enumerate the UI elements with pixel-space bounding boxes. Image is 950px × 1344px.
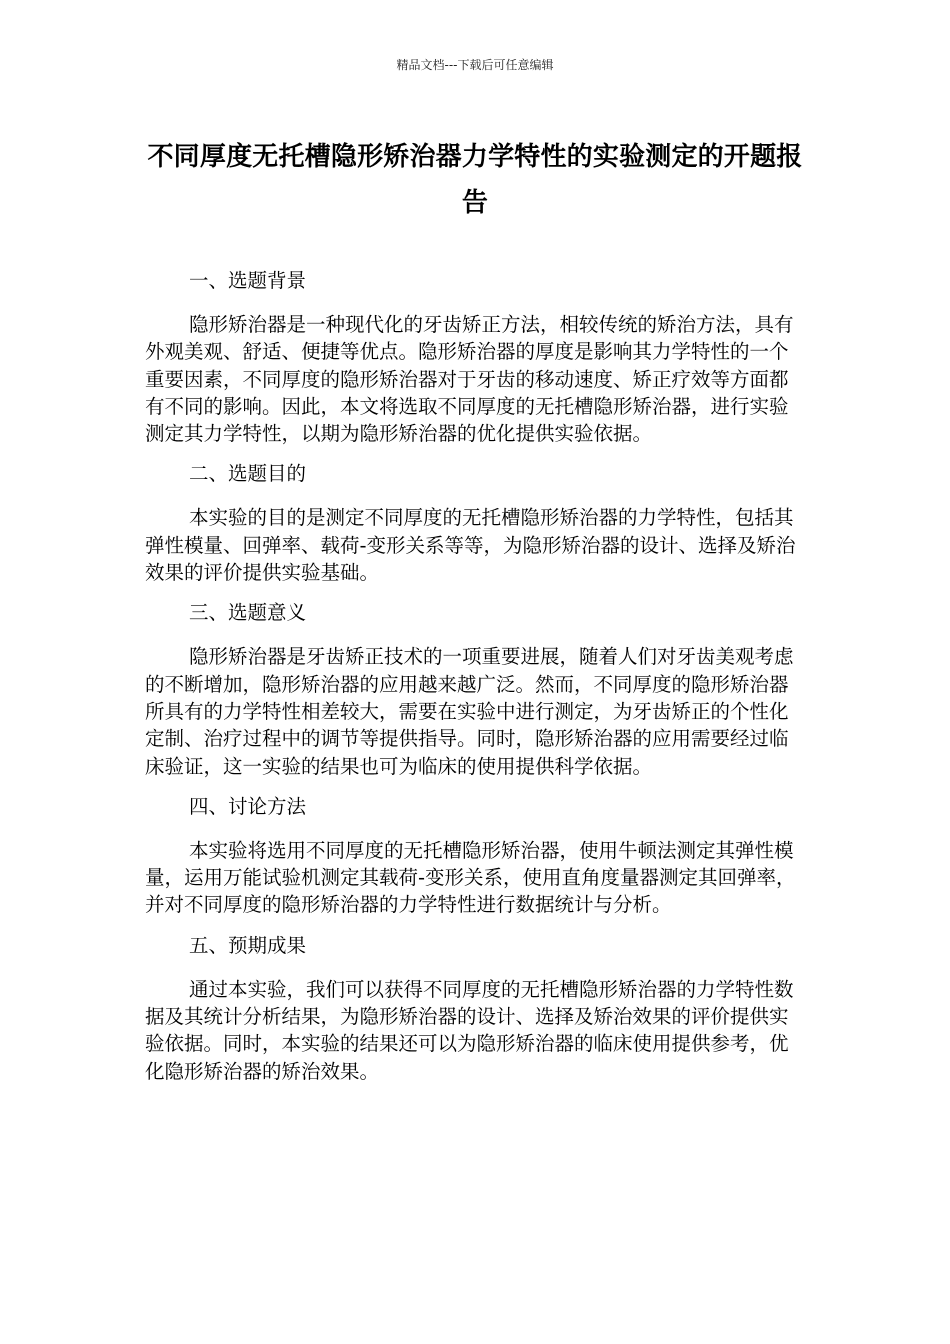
section-heading: 三、选题意义	[189, 601, 307, 625]
section-methods	[145, 793, 805, 919]
section-paragraph: 隐形矫治器是牙齿矫正技术的一项重要进展，随着人们对牙齿美观考虑的不断增加，隐形矫治器的应用越来越广泛。然而，不同厚度的隐形矫治器所具有的力学特性相差较大，需要在实验中进行测定，为牙齿矫正的个性化定制、治疗过程中的调节等提供指导。同时，隐形矫治器的应用需要经过临床验证，这一实验的结果也可为临床的使用提供科学依据。	[145, 645, 794, 778]
section-heading: 四、讨论方法	[189, 794, 307, 818]
section-paragraph: 隐形矫治器是一种现代化的牙齿矫正方法，相较传统的矫治方法，具有外观美观、舒适、便捷等优点。隐形矫治器的厚度是影响其力学特性的一个重要因素，不同厚度的隐形矫治器对于牙齿的移动速度、矫正疗效等方面都有不同的影响。因此，本文将选取不同厚度的无托槽隐形矫治器，进行实验测定其力学特性，以期为隐形矫治器的优化提供实验依据。	[145, 313, 794, 446]
section-expected-results	[145, 932, 805, 1085]
section-heading: 五、预期成果	[189, 933, 307, 957]
document-body	[145, 267, 805, 1098]
section-paragraph: 本实验将选用不同厚度的无托槽隐形矫治器，使用牛顿法测定其弹性模量，运用万能试验机测定其载荷-变形关系，使用直角度量器测定其回弹率，并对不同厚度的隐形矫治器的力学特性进行数据统计与分析。	[145, 838, 796, 917]
section-heading: 二、选题目的	[189, 462, 307, 486]
section-purpose	[145, 460, 805, 586]
header-note: 精品文档---下载后可任意编辑	[396, 58, 554, 72]
section-paragraph: 本实验的目的是测定不同厚度的无托槽隐形矫治器的力学特性，包括其弹性模量、回弹率、载荷-变形关系等等，为隐形矫治器的设计、选择及矫治效果的评价提供实验基础。	[145, 506, 796, 585]
section-significance	[145, 599, 805, 779]
section-heading: 一、选题背景	[189, 269, 307, 292]
section-background	[145, 267, 805, 447]
document-title: 不同厚度无托槽隐形矫治器力学特性的实验测定的开题报告	[147, 142, 803, 218]
section-paragraph: 通过本实验，我们可以获得不同厚度的无托槽隐形矫治器的力学特性数据及其统计分析结果，为隐形矫治器的设计、选择及矫治效果的评价提供实验依据。同时，本实验的结果还可以为隐形矫治器的临床使用提供参考，优化隐形矫治器的矫治效果。	[145, 977, 794, 1083]
